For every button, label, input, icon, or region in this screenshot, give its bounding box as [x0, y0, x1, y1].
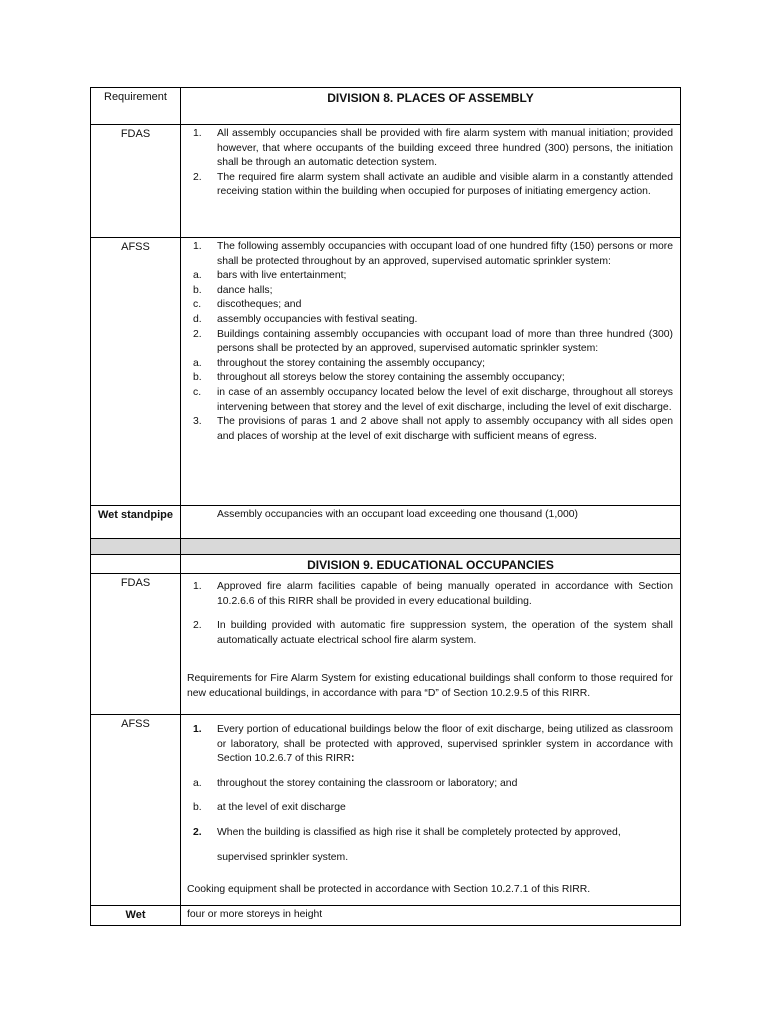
list-item-number: b. — [193, 284, 202, 296]
list-item-text: assembly occupancies with festival seating. — [217, 313, 418, 325]
list-item: a. throughout the storey containing the classroom or laboratory; and — [193, 777, 518, 789]
wet-standpipe-label: Wet standpipe — [91, 506, 181, 539]
div8-wet-content — [181, 506, 681, 539]
list-item — [187, 127, 673, 171]
list-item — [187, 328, 673, 357]
list-item — [187, 580, 673, 609]
list-item-text: In building provided with automatic fire suppression system, the operation of the system shall automatically actuate electrical school fire alarm system. — [217, 620, 673, 646]
list-item — [187, 415, 673, 444]
table-row — [91, 574, 681, 715]
list-item: 2. When the building is classified as high rise it shall be completely protected by approved, — [193, 826, 621, 838]
list-item-number: c. — [193, 299, 202, 311]
div9-afss-item2-continued: supervised sprinkler system. — [217, 851, 349, 863]
list-item-text: The following assembly occupancies with occupant load of one hundred fifty (150) persons or more shall be protected throughout by an approved, supervised automatic sprinkler system: — [217, 241, 673, 267]
list-item-number: b. — [193, 372, 202, 384]
requirements-table — [90, 87, 681, 926]
table-row — [91, 506, 681, 539]
afss-label: AFSS — [91, 715, 181, 906]
list-item — [187, 357, 673, 372]
div9-wet-content: four or more storeys in height — [181, 906, 681, 926]
list-item — [187, 619, 673, 648]
list-item-text: bars with live entertainment; — [217, 270, 347, 282]
table-header-row — [91, 88, 681, 125]
division-8-title: DIVISION 8. PLACES OF ASSEMBLY — [181, 88, 681, 125]
list-item-number: 3. — [193, 416, 202, 428]
div8-fdas-content — [181, 125, 681, 238]
table-row — [91, 125, 681, 238]
list-item — [187, 508, 673, 523]
div9-fdas-note: Requirements for Fire Alarm System for existing educational buildings shall conform to those required for new educational buildings, in accordance with para “D” of Section 10.2.9.5 of this RIRR. — [187, 673, 673, 699]
list-item-number: d. — [193, 313, 202, 325]
list-item — [187, 171, 673, 200]
afss-label: AFSS — [91, 238, 181, 506]
list-item-text: discotheques; and — [217, 299, 302, 311]
list-item-text: Approved fire alarm facilities capable of being manually operated in accordance with Section 10.2.6.6 of this RIRR shall be provided in every educational building. — [217, 581, 673, 607]
empty-header-cell — [91, 555, 181, 574]
list-item-text: throughout the storey containing the assembly occupancy; — [217, 357, 486, 369]
list-item-text: Buildings containing assembly occupancies with occupant load of more than three hundred (300) persons shall be protected by an approved, supervised automatic sprinkler system: — [217, 328, 673, 355]
list-item — [187, 386, 673, 415]
list-item-text: All assembly occupancies shall be provided with fire alarm system with manual initiation; provided however, that where occupants of the building exceed three hundred (300) persons, the initiation shall be through an automatic detection system. — [217, 128, 673, 169]
div8-wet-text: Assembly occupancies with an occupant load exceeding one thousand (1,000) — [217, 509, 579, 520]
fdas-label: FDAS — [91, 125, 181, 238]
list-item: b. at the level of exit discharge — [193, 802, 346, 814]
div9-afss-note: Cooking equipment shall be protected in accordance with Section 10.2.7.1 of this RIRR. — [187, 884, 591, 896]
list-item — [187, 313, 673, 328]
div8-afss-list — [187, 240, 673, 444]
div8-afss-content — [181, 238, 681, 506]
list-item — [187, 371, 673, 386]
div8-fdas-list — [187, 127, 673, 200]
list-item-number: c. — [193, 386, 202, 398]
list-item — [187, 269, 673, 284]
wet-label: Wet — [91, 906, 181, 926]
list-item — [187, 298, 673, 313]
div9-fdas-list — [187, 580, 673, 648]
list-item-text: The provisions of paras 1 and 2 above shall not apply to assembly occupancy with all sides open and places of worship at the level of exit discharge with sufficient means of egress. — [217, 416, 673, 442]
list-item — [187, 284, 673, 299]
list-item-number: a. — [193, 357, 202, 369]
table-row — [91, 906, 681, 926]
list-item: 1. Every portion of educational buildings below the floor of exit discharge, being utilized as classroom or laboratory, shall be protected with approved, supervised sprinkler system in accordance with Section 10.2.6.7 of this RIRR: — [193, 724, 673, 765]
div9-fdas-content — [181, 574, 681, 715]
div9-afss-content — [181, 715, 681, 906]
table-header-row — [91, 555, 681, 574]
division-9-title: DIVISION 9. EDUCATIONAL OCCUPANCIES — [181, 555, 681, 574]
list-item-number: 2. — [193, 171, 202, 183]
list-item-number: a. — [193, 270, 202, 282]
list-item-number: 1. — [193, 581, 202, 592]
table-row — [91, 715, 681, 906]
separator-row — [91, 539, 681, 555]
list-item-number: 2. — [193, 620, 202, 632]
list-item — [187, 240, 673, 269]
separator-cell — [91, 539, 181, 555]
list-item-number: 1. — [193, 241, 202, 252]
requirement-header: Requirement — [91, 88, 181, 125]
list-item-text: dance halls; — [217, 284, 273, 296]
list-item-number: 1. — [193, 128, 202, 139]
fdas-label: FDAS — [91, 574, 181, 715]
table-row — [91, 238, 681, 506]
list-item-text: in case of an assembly occupancy located below the level of exit discharge, throughout all storeys intervening between that storey and the level of exit discharge, including the level of exit discharge. — [217, 386, 673, 413]
div9-afss-item1: Every portion of educational buildings below the floor of exit discharge, being utilized as classroom or laboratory, shall be protected with approved, supervised sprinkler system in accordance with Section 10.2.6.7 of this RIRR — [217, 724, 673, 765]
list-item-number: 2. — [193, 328, 202, 340]
list-item-text: The required fire alarm system shall activate an audible and visible alarm in a constantly attended receiving station within the building when occupied for purposes of initiating emergency action. — [217, 171, 673, 198]
list-item-text: throughout all storeys below the storey containing the assembly occupancy; — [217, 372, 565, 384]
separator-cell — [181, 539, 681, 555]
